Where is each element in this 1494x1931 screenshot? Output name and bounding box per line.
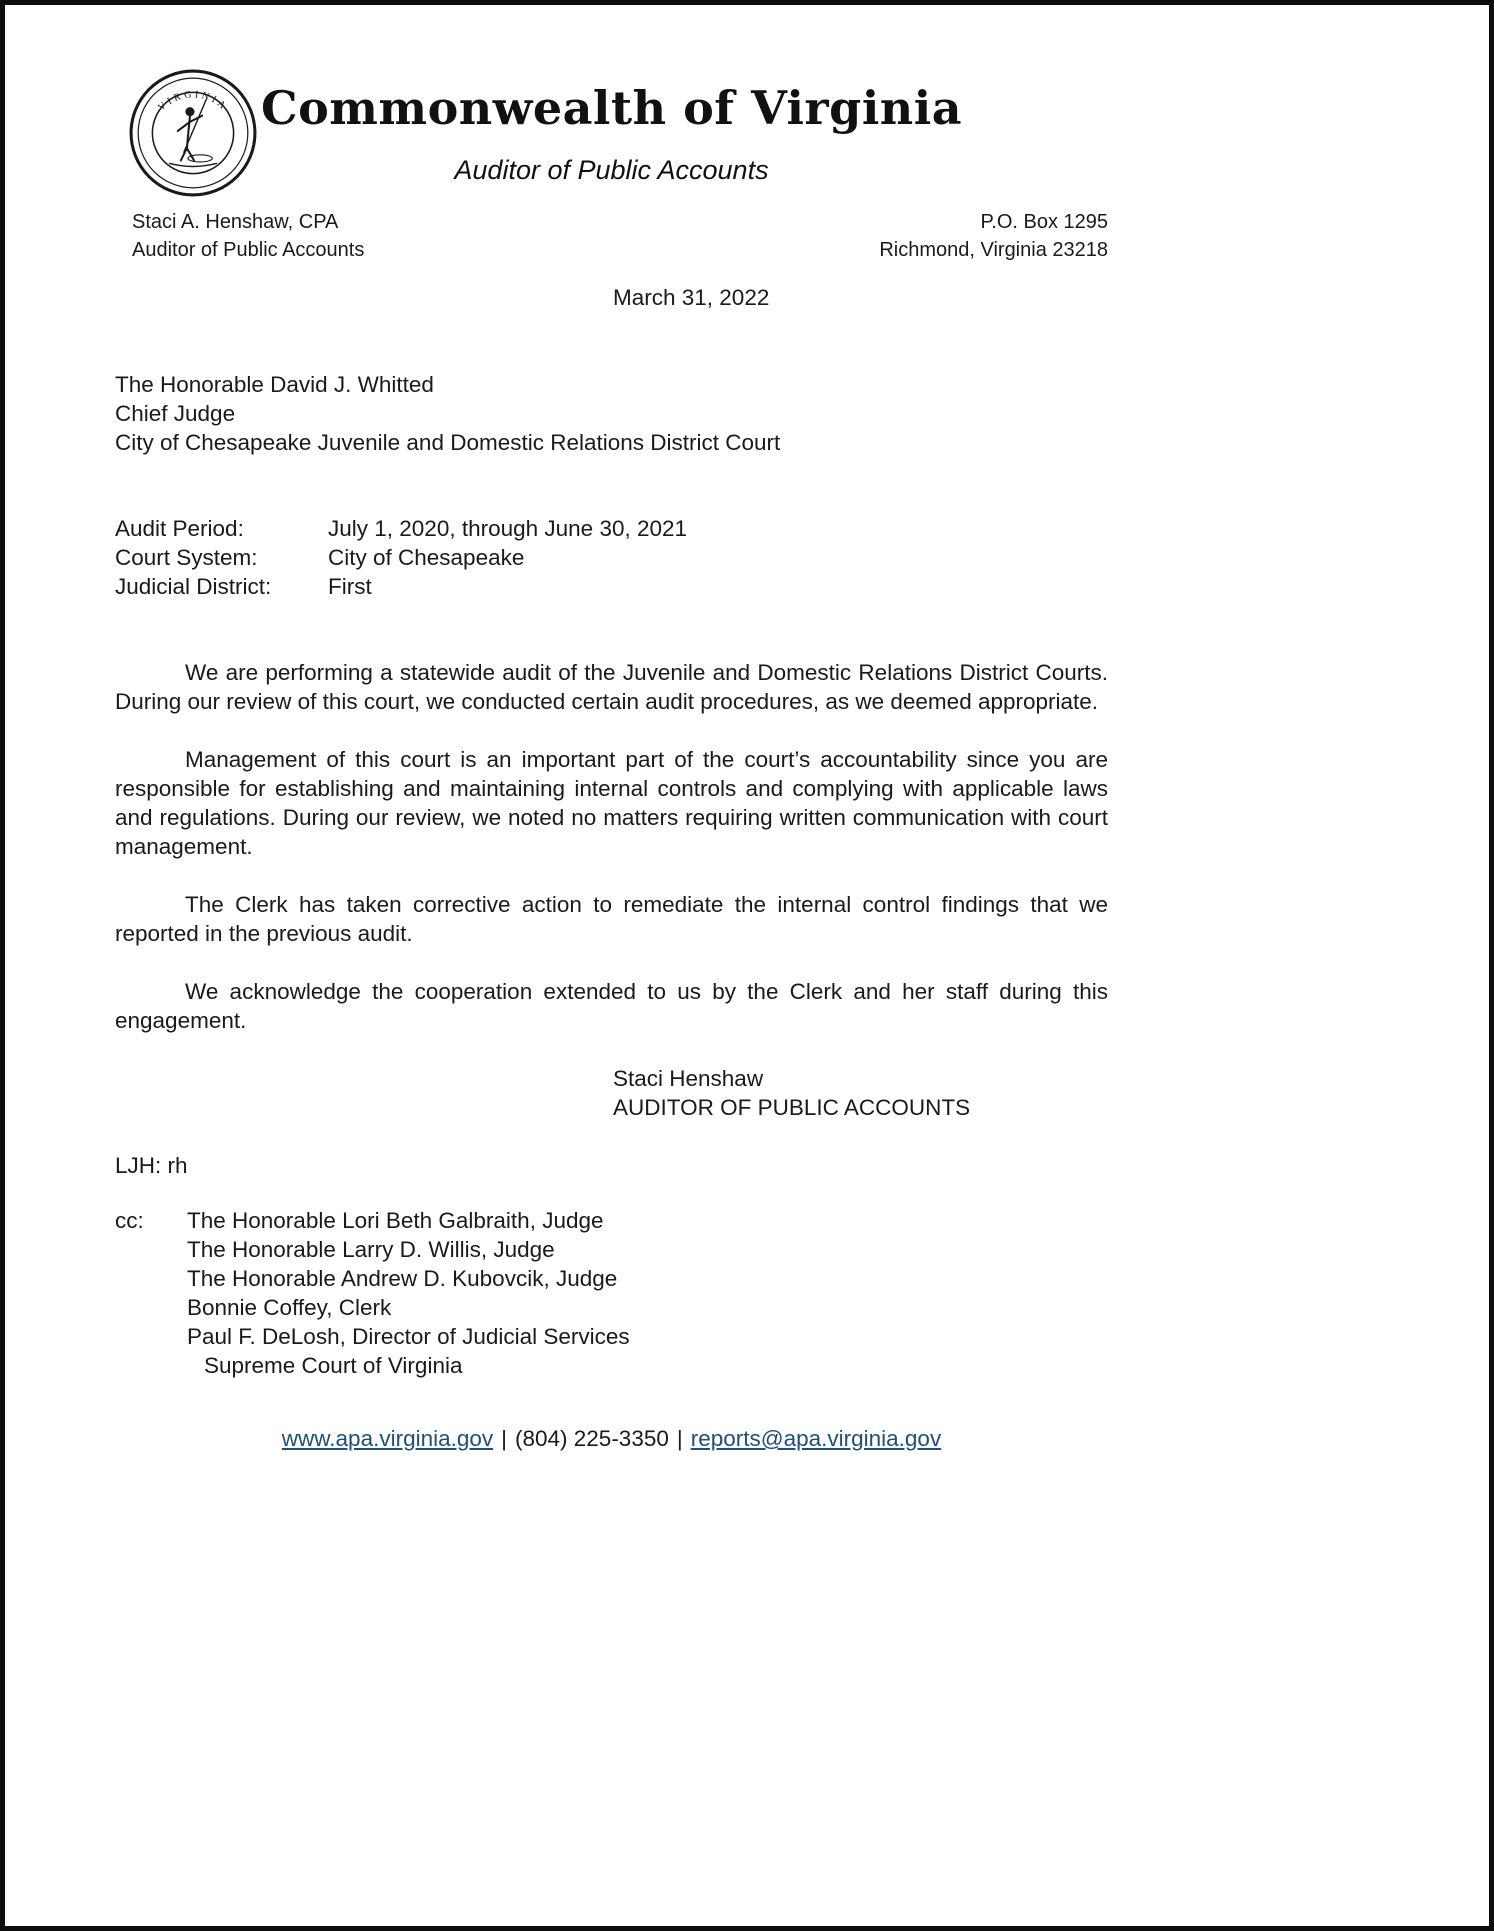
recipient-court: City of Chesapeake Juvenile and Domestic Relations District Court: [115, 430, 781, 455]
cc-item: Paul F. DeLosh, Director of Judicial Services: [187, 1324, 630, 1349]
recipient-block: [115, 370, 1108, 457]
judicial-district-label: Judicial District:: [115, 574, 272, 599]
cc-item: Bonnie Coffey, Clerk: [187, 1295, 392, 1320]
letterhead-address-block: [115, 208, 1108, 264]
cc-item: Supreme Court of Virginia: [204, 1353, 463, 1378]
court-system-label: Court System:: [115, 545, 258, 570]
seal-arc-text: VIRGINIA: [156, 89, 230, 114]
signature-title: AUDITOR OF PUBLIC ACCOUNTS: [613, 1095, 971, 1120]
audit-period-label: Audit Period:: [115, 516, 244, 541]
audit-period-value: July 1, 2020, through June 30, 2021: [328, 516, 688, 541]
body-paragraph: We acknowledge the cooperation extended to us by the Clerk and her staff during this engagement.: [115, 979, 1108, 1033]
address-line-2: Richmond, Virginia 23218: [879, 239, 1108, 261]
cc-list: [187, 1206, 630, 1380]
org-title: Commonwealth of Virginia: [260, 81, 963, 135]
court-system-value: City of Chesapeake: [328, 545, 525, 570]
audit-info-row: [115, 543, 1108, 572]
body-paragraph: The Clerk has taken corrective action to remediate the internal control findings that we reported in the previous audit.: [115, 892, 1108, 946]
judicial-district-value: First: [328, 574, 372, 599]
cc-item: The Honorable Andrew D. Kubovcik, Judge: [187, 1266, 618, 1291]
audit-info-row: [115, 572, 1108, 601]
letter-date: March 31, 2022: [613, 285, 770, 310]
body-paragraph: We are performing a statewide audit of the Juvenile and Domestic Relations District Courts. During our review of this court, we conducted certain audit procedures, as we deemed appropriate.: [115, 660, 1108, 714]
cc-block: [115, 1206, 1108, 1380]
body-paragraph: Management of this court is an important part of the court’s accountability since you are responsible for establishing and maintaining internal controls and complying with applicable laws and regulations. During our review, we noted no matters requiring written communication with court management.: [115, 747, 1108, 859]
cc-item: The Honorable Lori Beth Galbraith, Judge: [187, 1208, 604, 1233]
paragraphs-block: [115, 658, 1108, 1035]
reference-initials: LJH: rh: [115, 1153, 188, 1178]
signature-block: [613, 1064, 1108, 1122]
cc-label: cc:: [115, 1208, 144, 1233]
signature-name: Staci Henshaw: [613, 1066, 764, 1091]
phone-number: (804) 225-3350: [515, 1426, 669, 1451]
recipient-name: The Honorable David J. Whitted: [115, 372, 434, 397]
footer-contact-line: [115, 1424, 1108, 1453]
org-subtitle: Auditor of Public Accounts: [454, 155, 769, 185]
official-title: Auditor of Public Accounts: [132, 239, 365, 261]
footer-separator: |: [501, 1426, 507, 1451]
email-link[interactable]: reports@apa.virginia.gov: [690, 1426, 942, 1451]
address-line-1: P.O. Box 1295: [980, 211, 1108, 233]
cc-item: The Honorable Larry D. Willis, Judge: [187, 1237, 555, 1262]
letter-body: [115, 283, 1108, 1453]
audit-info-block: [115, 514, 1108, 601]
official-name: Staci A. Henshaw, CPA: [132, 211, 339, 233]
letterhead: [115, 81, 1108, 186]
website-link[interactable]: www.apa.virginia.gov: [281, 1426, 494, 1451]
recipient-title: Chief Judge: [115, 401, 236, 426]
footer-separator: |: [676, 1426, 683, 1451]
audit-info-row: [115, 514, 1108, 543]
